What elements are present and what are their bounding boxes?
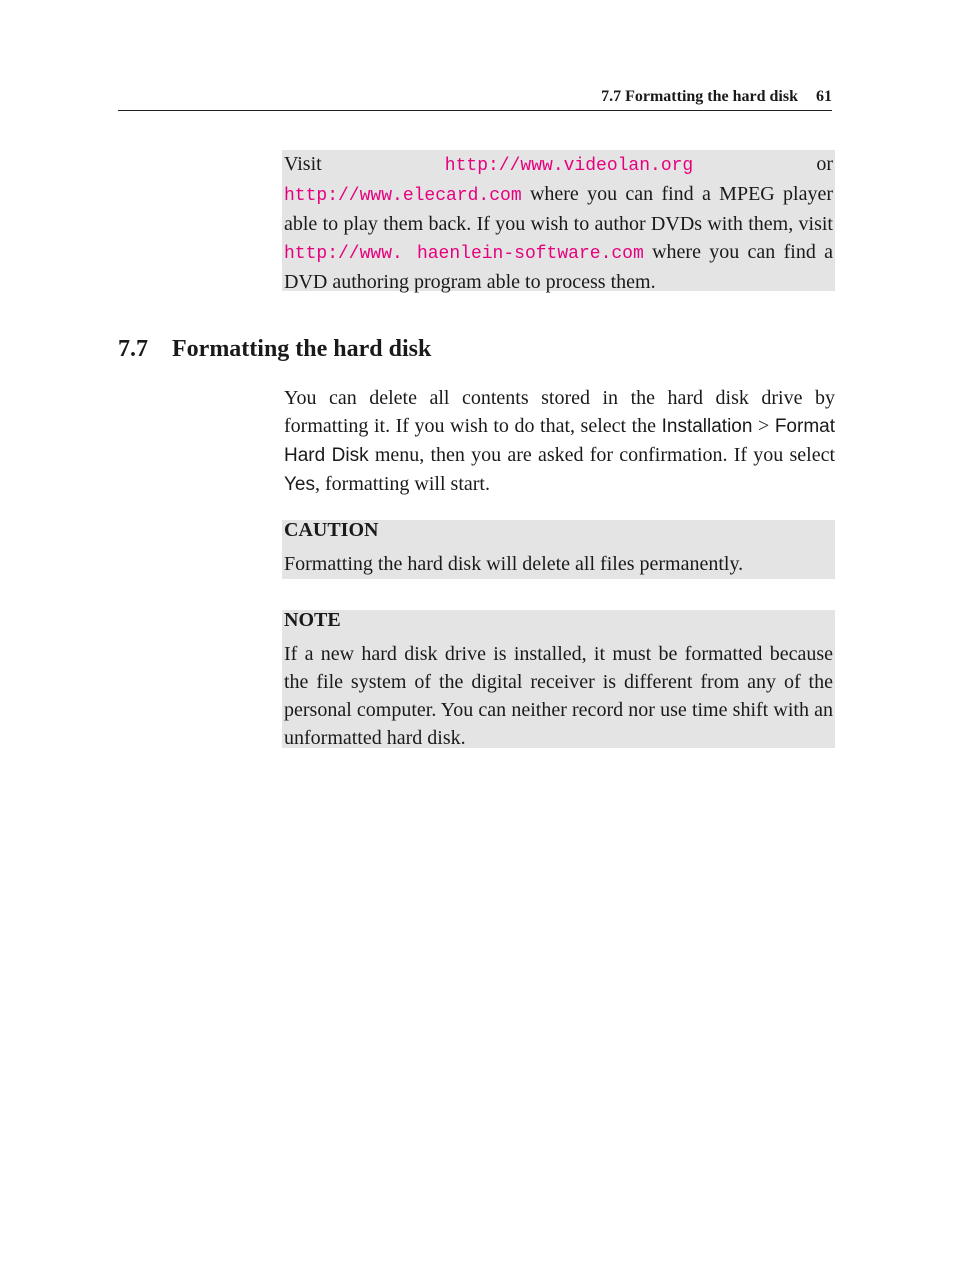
tip-text-2: where you can find a DVD authoring program able to process them. (284, 241, 833, 293)
videolan-link[interactable]: http://www.videolan.org (444, 156, 694, 176)
body-text-3: , formatting will start. (315, 473, 490, 495)
caution-box (282, 520, 835, 579)
page-number: 61 (816, 88, 832, 105)
header-rule (118, 110, 832, 111)
body-paragraph (284, 384, 835, 499)
or-word: or (816, 153, 834, 175)
section-number: 7.7 (118, 336, 148, 362)
tip-paragraph (284, 150, 833, 296)
menu-installation: Installation (661, 416, 753, 437)
visit-word: Visit (284, 153, 322, 175)
tip-text-1: where you can find a MPEG player able to play them back. If you wish to author DVDs with them, visit (284, 183, 834, 235)
running-header (118, 86, 832, 108)
menu-format-hard-disk: Format Hard Disk (284, 416, 835, 466)
option-yes: Yes (284, 474, 315, 495)
note-text: If a new hard disk drive is installed, it must be formatted because the file system of the digital receiver is different from any of the personal computer. You can neither record nor use time shift with an unformatted hard disk. (284, 643, 833, 749)
caution-text: Formatting the hard disk will delete all files permanently. (284, 553, 744, 575)
running-title: 7.7 Formatting the hard disk (601, 88, 798, 105)
body-text-1: You can delete all contents stored in the hard disk drive by formatting it. If you wish to do that, select the (284, 387, 835, 437)
tip-box (282, 150, 835, 291)
note-title: NOTE (284, 609, 341, 631)
body-text-2: menu, then you are asked for confirmation. If you select (374, 444, 836, 466)
haenlein-link[interactable] (284, 244, 644, 264)
menu-separator: > (757, 415, 770, 437)
note-box (282, 610, 835, 748)
elecard-link[interactable]: http://www.elecard.com (284, 186, 522, 206)
haenlein-link-part2[interactable]: haenlein-software.com (416, 244, 644, 264)
caution-title: CAUTION (284, 519, 379, 541)
section-title: Formatting the hard disk (172, 336, 432, 362)
haenlein-link-part1[interactable]: http://www. (284, 244, 403, 264)
section-heading (118, 334, 431, 364)
